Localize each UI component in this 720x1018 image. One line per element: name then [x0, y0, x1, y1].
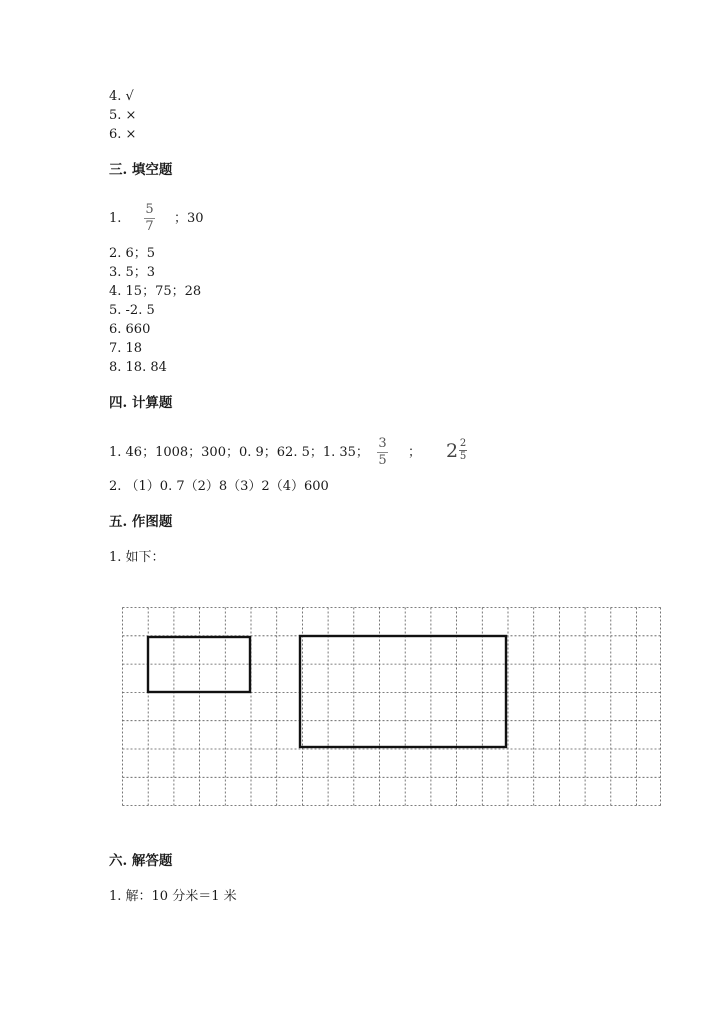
- fraction-numerator: 2: [459, 438, 467, 449]
- section-heading-calc: 四. 计算题: [109, 395, 173, 411]
- fraction-numerator: 3: [378, 436, 387, 451]
- mixed-number: [446, 439, 467, 462]
- section-heading-solve: 六. 解答题: [109, 853, 173, 869]
- answer-line: 4. √: [109, 89, 134, 104]
- answer-line: 2. 6；5: [109, 246, 156, 261]
- answer-line: 1. 如下：: [109, 550, 165, 565]
- fraction-denominator: 5: [378, 453, 387, 468]
- answer-line: ；: [408, 445, 422, 460]
- mixed-fraction: [459, 439, 467, 462]
- rectangle-large: [300, 636, 506, 747]
- answer-line: 1.: [109, 211, 122, 226]
- fraction-numerator: 5: [145, 202, 154, 217]
- answer-line: 7. 18: [109, 341, 143, 356]
- drawing-grid: [122, 607, 662, 807]
- answer-line: 6. 660: [109, 322, 151, 337]
- answer-line: 1. 46；1008；300；0. 9；62. 5；1. 35；: [109, 445, 369, 460]
- answer-line: 6. ×: [109, 127, 137, 142]
- answer-line: 8. 18. 84: [109, 360, 167, 375]
- answer-line: ；30: [174, 211, 204, 226]
- answer-line: 5. ×: [109, 108, 137, 123]
- answer-line: 2. （1）0. 7（2）8（3）2（4）600: [109, 479, 329, 494]
- answer-line: 1. 解：10 分米＝1 米: [109, 889, 237, 904]
- answer-line: 3. 5；3: [109, 265, 156, 280]
- section-heading-fill: 三. 填空题: [109, 162, 173, 178]
- section-heading-draw: 五. 作图题: [109, 514, 173, 530]
- fraction-denominator: 5: [459, 451, 467, 462]
- answer-line: 5. -2. 5: [109, 303, 155, 318]
- mixed-whole: 2: [446, 439, 459, 462]
- answer-line: 4. 15；75；28: [109, 284, 202, 299]
- fraction-denominator: 7: [145, 219, 154, 234]
- fraction: [377, 437, 388, 468]
- fraction: [144, 203, 155, 234]
